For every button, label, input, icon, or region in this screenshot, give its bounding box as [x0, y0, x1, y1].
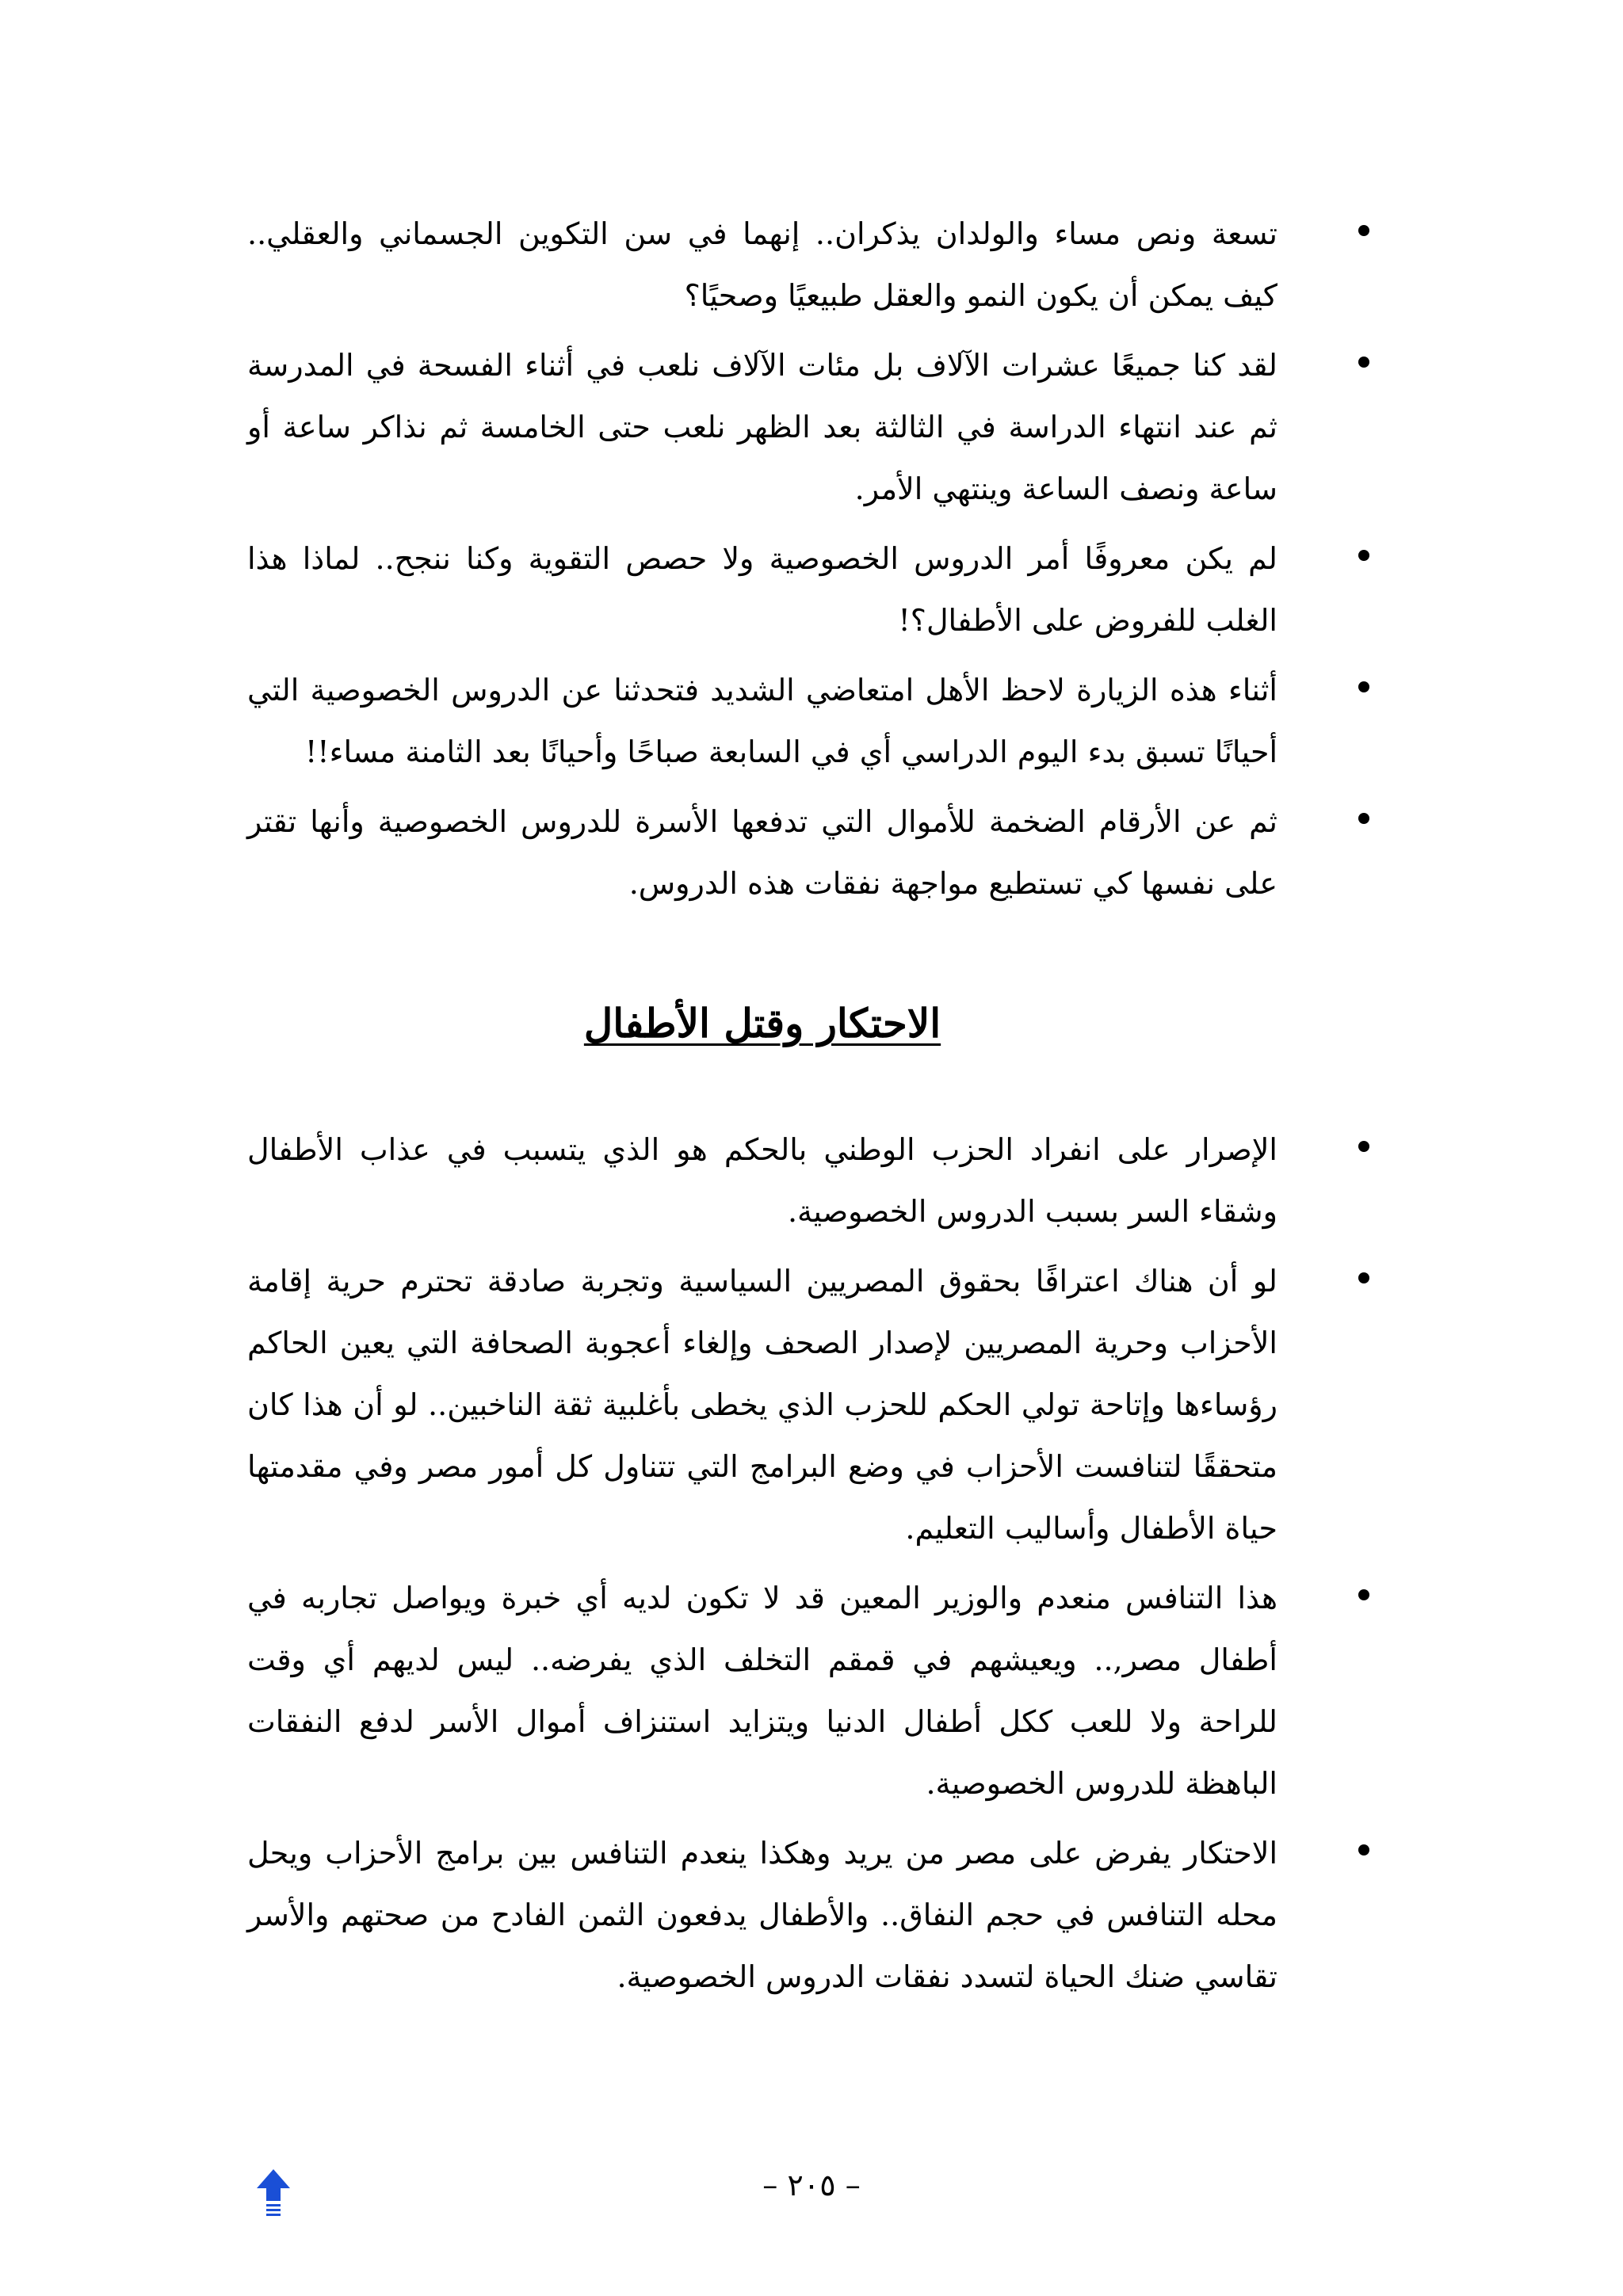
page-number: – ٢٠٥ – [762, 2168, 861, 2203]
bullet-icon [1358, 1589, 1369, 1600]
section-heading: الاحتكار وقتل الأطفال [583, 1000, 941, 1047]
bullet-icon [1358, 681, 1369, 692]
list-item [247, 659, 1277, 783]
list-item [247, 203, 1277, 326]
bullet-icon [1358, 1272, 1369, 1283]
list-item-text: هذا التنافس منعدم والوزير المعين قد لا تكون لديه أي خبرة ويواصل تجاربه في أطفال مصر,.. ويعيشهم في قمقم التخلف الذي يفرضه.. ليس لديهم أي وقت للراحة ولا للعب ككل أطفال الدنيا ويتزايد استنزاف أموال الأسر لدفع النفقات الباهظة للدروس الخصوصية. [247, 1581, 1277, 1801]
list-item-text: الاحتكار يفرض على مصر من يريد وهكذا ينعدم التنافس بين برامج الأحزاب ويحل محله التنافس في حجم النفاق.. والأطفال يدفعون الثمن الفادح من صحتهم والأسر تقاسي ضنك الحياة لتسدد نفقات الدروس الخصوصية. [247, 1836, 1277, 1994]
bullet-icon [1358, 357, 1369, 368]
bullet-icon [1358, 225, 1369, 236]
bullet-icon [1358, 1141, 1369, 1152]
list-item [247, 334, 1277, 520]
list-item [247, 1250, 1277, 1559]
bullet-list-top [247, 203, 1277, 922]
list-item [247, 1119, 1277, 1242]
bullet-icon [1358, 550, 1369, 561]
bullet-icon [1358, 1844, 1369, 1855]
list-item-text: لم يكن معروفًا أمر الدروس الخصوصية ولا حصص التقوية وكنا ننجح.. لماذا هذا الغلب للفروض على الأطفال؟! [247, 541, 1277, 638]
list-item-text: ثم عن الأرقام الضخمة للأموال التي تدفعها الأسرة للدروس الخصوصية وأنها تقتر على نفسها كي تستطيع مواجهة نفقات هذه الدروس. [247, 804, 1277, 901]
list-item [247, 1822, 1277, 2008]
list-item-text: لقد كنا جميعًا عشرات الآلاف بل مئات الآلاف نلعب في أثناء الفسحة في المدرسة ثم عند انتهاء الدراسة في الثالثة بعد الظهر نلعب حتى الخامسة ثم نذاكر ساعة أو ساعة ونصف الساعة وينتهي الأمر. [247, 348, 1277, 506]
list-item-text: تسعة ونص مساء والولدان يذكران.. إنهما في سن التكوين الجسماني والعقلي.. كيف يمكن أن يكون النمو والعقل طبيعيًا وصحيًا؟ [247, 216, 1277, 313]
bullet-icon [1358, 813, 1369, 824]
up-arrow-icon[interactable] [255, 2168, 292, 2220]
list-item-text: لو أن هناك اعترافًا بحقوق المصريين السياسية وتجربة صادقة تحترم حرية إقامة الأحزاب وحرية المصريين لإصدار الصحف وإلغاء أعجوبة الصحافة التي يعين الحاكم رؤساءها وإتاحة تولي الحكم للحزب الذي يخطى بأغلبية ثقة الناخبين.. لو أن هذا كان متحققًا لتنافست الأحزاب في وضع البرامج التي تتناول كل أمور مصر وفي مقدمتها حياة الأطفال وأساليب التعليم. [247, 1264, 1277, 1546]
list-item [247, 791, 1277, 914]
list-item [247, 528, 1277, 651]
list-item-text: أثناء هذه الزيارة لاحظ الأهل امتعاضي الشديد فتحدثنا عن الدروس الخصوصية التي أحيانًا تسبق بدء اليوم الدراسي أي في السابعة صباحًا وأحيانًا بعد الثامنة مساء!! [247, 673, 1277, 769]
bullet-list-bottom [247, 1119, 1277, 2016]
list-item [247, 1567, 1277, 1814]
list-item-text: الإصرار على انفراد الحزب الوطني بالحكم هو الذي يتسبب في عذاب الأطفال وشقاء السر بسبب الدروس الخصوصية. [247, 1132, 1277, 1229]
up-arrow-glyph [255, 2168, 292, 2220]
